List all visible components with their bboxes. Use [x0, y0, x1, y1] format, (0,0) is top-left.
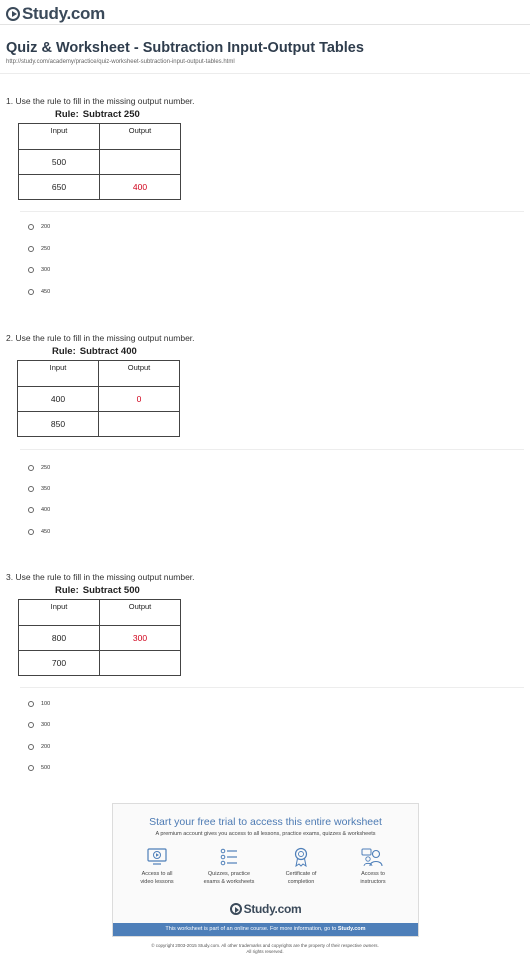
- question-text: 2. Use the rule to fill in the missing output number.: [6, 333, 195, 343]
- quizzes-list-icon: [218, 847, 240, 867]
- instructors-icon: [361, 847, 385, 867]
- answer-option[interactable]: [28, 529, 50, 535]
- option-label: 200: [41, 224, 51, 230]
- promo-bar-text: This worksheet is part of an online course. For more information, go to: [165, 926, 337, 932]
- promo-subline: A premium account gives you access to all lessons, practice exams, quizzes & worksheets: [155, 831, 376, 837]
- table-row: [19, 651, 181, 676]
- study-logo-text: Study.com: [243, 902, 302, 916]
- page-url[interactable]: http://study.com/academy/practice/quiz-worksheet-subtraction-input-output-tables.html: [6, 59, 235, 65]
- answer-option[interactable]: [28, 722, 50, 728]
- option-label: 250: [41, 246, 51, 252]
- feature-line: Certificate of: [285, 871, 317, 877]
- rule-line: [55, 109, 140, 120]
- rule-line: [52, 346, 137, 357]
- feature-certificate: [266, 847, 336, 886]
- study-logo-text: Study.com: [22, 4, 105, 23]
- answer-option[interactable]: [28, 701, 50, 707]
- rule-value: Subtract 250: [82, 109, 140, 120]
- radio-button[interactable]: [28, 224, 34, 230]
- feature-video-lessons: [122, 847, 192, 886]
- question-text: 1. Use the rule to fill in the missing output number.: [6, 96, 195, 106]
- copyright-line: © copyright 2003-2015 Study.com. All other trademarks and copyrights are the property of their respective owners.: [151, 943, 379, 948]
- radio-button[interactable]: [28, 486, 34, 492]
- radio-button[interactable]: [28, 722, 34, 728]
- answer-option[interactable]: [28, 765, 50, 771]
- table-row: [19, 626, 181, 651]
- answer-option[interactable]: [28, 224, 50, 230]
- title-divider: [0, 73, 530, 74]
- table-row: [18, 387, 180, 412]
- option-label: 500: [41, 765, 51, 771]
- option-label: 100: [41, 701, 51, 707]
- table-row: [18, 412, 180, 437]
- feature-line: exams & worksheets: [203, 878, 255, 885]
- option-label: 450: [41, 529, 51, 535]
- answer-option[interactable]: [28, 744, 50, 750]
- feature-line: Quizzes, practice: [207, 871, 251, 877]
- input-cell: 400: [18, 387, 99, 412]
- table-row: [19, 150, 181, 175]
- feature-instructors: [338, 847, 408, 886]
- promo-bar-link[interactable]: Study.com: [337, 926, 366, 932]
- option-label: 200: [41, 744, 51, 750]
- answer-option[interactable]: [28, 289, 50, 295]
- study-logo-play-icon: [6, 7, 20, 21]
- input-header: Input: [19, 124, 100, 150]
- radio-button[interactable]: [28, 765, 34, 771]
- option-label: 300: [41, 267, 51, 273]
- feature-quizzes: [194, 847, 264, 886]
- radio-button[interactable]: [28, 701, 34, 707]
- radio-button[interactable]: [28, 246, 34, 252]
- output-header: Output: [100, 124, 181, 150]
- output-header: Output: [100, 600, 181, 626]
- promo-headline[interactable]: Start your free trial to access this entire worksheet: [149, 816, 382, 828]
- promo-info-bar: [113, 923, 418, 936]
- radio-button[interactable]: [28, 267, 34, 273]
- output-cell: [99, 412, 180, 437]
- input-output-table: [18, 599, 181, 676]
- question-text: 3. Use the rule to fill in the missing output number.: [6, 572, 195, 582]
- answer-option[interactable]: [28, 486, 50, 492]
- option-label: 450: [41, 289, 51, 295]
- rule-label: Rule:: [55, 585, 79, 596]
- feature-line: Access to all: [141, 871, 173, 877]
- radio-button[interactable]: [28, 465, 34, 471]
- input-cell: 800: [19, 626, 100, 651]
- answer-option[interactable]: [28, 507, 50, 513]
- rule-label: Rule:: [55, 109, 79, 120]
- page-title: Quiz & Worksheet - Subtraction Input-Output Tables: [6, 40, 364, 56]
- answer-option[interactable]: [28, 246, 50, 252]
- answer-option[interactable]: [28, 267, 50, 273]
- rule-value: Subtract 400: [79, 346, 137, 357]
- radio-button[interactable]: [28, 507, 34, 513]
- input-cell: 650: [19, 175, 100, 200]
- question-divider: [20, 211, 524, 212]
- video-lessons-icon: [146, 847, 168, 867]
- input-cell: 700: [19, 651, 100, 676]
- output-cell: 300: [100, 626, 181, 651]
- answer-option[interactable]: [28, 465, 50, 471]
- certificate-icon: [290, 847, 312, 867]
- input-cell: 500: [19, 150, 100, 175]
- study-logo-play-icon: [230, 903, 242, 915]
- input-header: Input: [18, 361, 99, 387]
- option-label: 300: [41, 722, 51, 728]
- rule-label: Rule:: [52, 346, 76, 357]
- input-cell: 850: [18, 412, 99, 437]
- output-cell: [100, 150, 181, 175]
- copyright-line: All rights reserved.: [246, 949, 284, 955]
- option-label: 250: [41, 465, 51, 471]
- table-row: [19, 175, 181, 200]
- feature-line: completion: [287, 878, 315, 885]
- free-trial-promo[interactable]: [112, 803, 419, 937]
- feature-line: Access to: [361, 871, 385, 877]
- header-divider: [0, 24, 530, 25]
- question-divider: [20, 449, 524, 450]
- output-cell: [100, 651, 181, 676]
- question-divider: [20, 687, 524, 688]
- input-header: Input: [19, 600, 100, 626]
- option-label: 350: [41, 486, 51, 492]
- option-label: 400: [41, 507, 51, 513]
- output-header: Output: [99, 361, 180, 387]
- radio-button[interactable]: [28, 744, 34, 750]
- input-output-table: [18, 123, 181, 200]
- copyright-notice: [0, 943, 530, 955]
- feature-line: instructors: [360, 878, 386, 885]
- input-output-table: [17, 360, 180, 437]
- rule-line: [55, 585, 140, 596]
- output-cell: 400: [100, 175, 181, 200]
- radio-button[interactable]: [28, 529, 34, 535]
- feature-line: video lessons: [140, 878, 174, 885]
- promo-study-logo[interactable]: [113, 902, 418, 916]
- rule-value: Subtract 500: [82, 585, 140, 596]
- radio-button[interactable]: [28, 289, 34, 295]
- study-logo[interactable]: [6, 4, 105, 24]
- output-cell: 0: [99, 387, 180, 412]
